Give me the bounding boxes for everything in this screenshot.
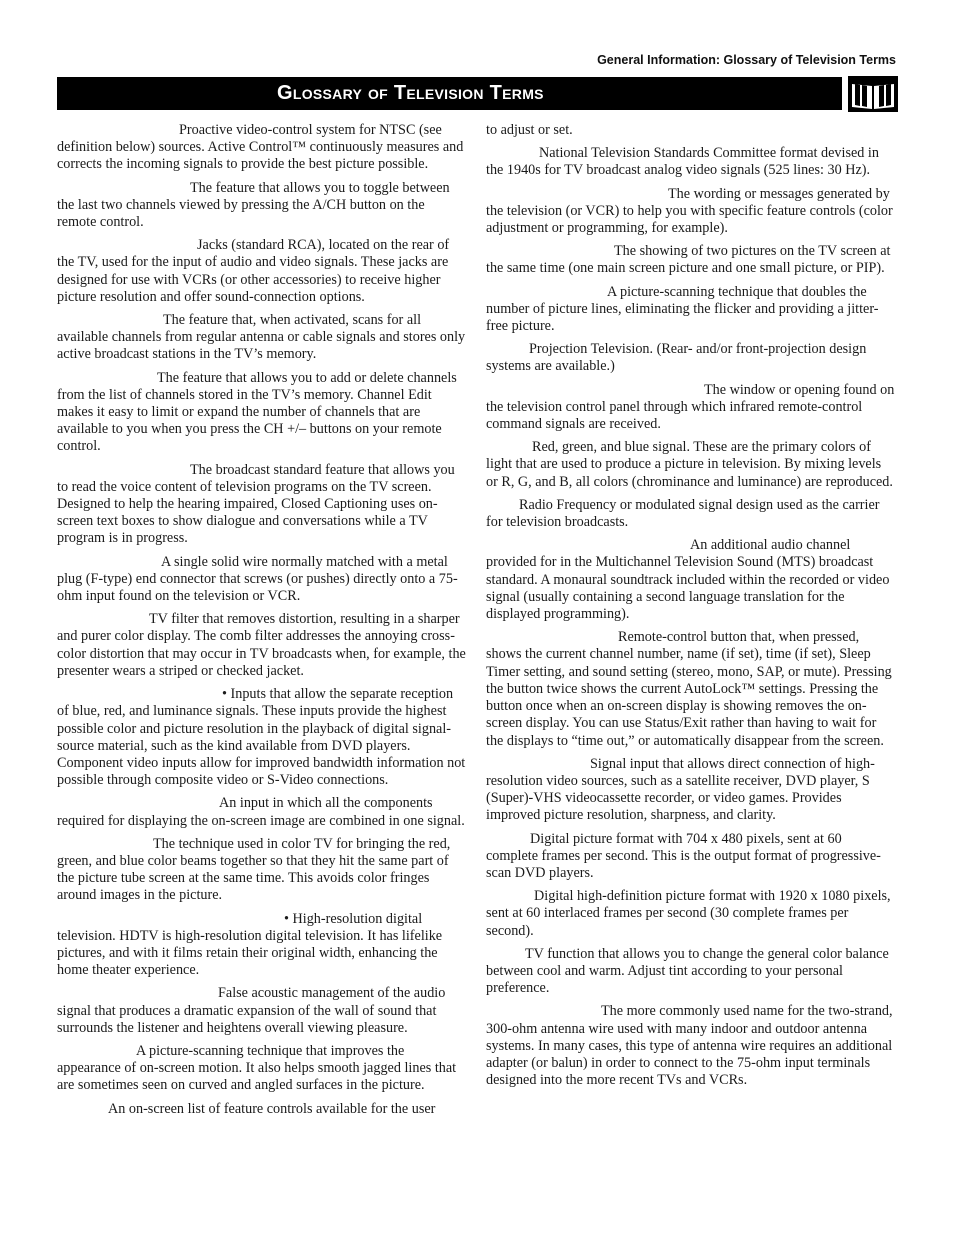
glossary-entry [486,145,896,179]
glossary-entry [57,911,466,980]
glossary-entry [57,836,466,905]
glossary-entry [57,1101,466,1118]
definition-text: An additional audio channel provided for in the Multichannel Television Sound (MTS) broadcast standard. A monaural soundtrack included within the recorded or video signal (usually containing a second language translation for the displayed programming). [486,537,890,623]
glossary-entry [57,370,466,456]
glossary-entry [486,439,896,491]
definition-text: Digital high-definition picture format with 1920 x 1080 pixels, sent at 60 interlaced frames per second (30 complete frames per second). [486,888,891,939]
glossary-entry [57,611,466,680]
definition-text: An on-screen list of feature controls available for the user [108,1100,436,1117]
title-bar [57,77,842,110]
definition-text: Digital picture format with 704 x 480 pixels, sent at 60 complete frames per second. This is the output format of progressive-scan DVD players. [486,830,881,881]
glossary-entry [486,629,896,749]
definition-text: • High-resolution digital television. HDTV is high-resolution digital television. It has lifelike pictures, and with it films retain their original width, enhancing the home theater experience. [57,910,443,979]
glossary-entry [486,186,896,238]
definition-text: The feature that, when activated, scans for all available channels from regular antenna or cable signals and stores only active broadcast stations in the TV’s memory. [57,312,466,363]
definition-text: Red, green, and blue signal. These are the primary colors of light that are used to produce a picture in television. By mixing levels or R, G, and B, all colors (chrominance and luminance) are reproduced. [486,439,893,490]
glossary-entry [57,795,466,829]
glossary-entry [57,554,466,606]
definition-text: A picture-scanning technique that improves the appearance of on-screen motion. It also helps smooth jagged lines that are sometimes seen on curved and angled surfaces in the picture. [57,1042,457,1094]
definition-text: Jacks (standard RCA), located on the rear of the TV, used for the input of audio and video signals. These jacks are designed for use with VCRs (or other accessories) to receive higher picture resolution and offer sound-connection options. [57,237,450,305]
definition-text: The showing of two pictures on the TV screen at the same time (one main screen picture and one small picture, or PIP). [486,243,891,277]
definition-text: The feature that allows you to toggle between the last two channels viewed by pressing the A/CH button on the remote control. [57,179,450,231]
definition-text: Radio Frequency or modulated signal design used as the carrier for television broadcasts. [486,496,880,531]
definition-text: A picture-scanning technique that doubles the number of picture lines, eliminating the flicker and providing a jitter-free picture. [486,283,879,335]
glossary-entry [486,341,896,375]
definition-text: The technique used in color TV for bringing the red, green, and blue color beams together so that they hit the same part of the picture tube screen at the same time. This avoids color fringes around images in the picture. [57,835,451,904]
glossary-entry [57,985,466,1037]
glossary-entry [57,1043,466,1095]
glossary-entry [486,888,896,940]
continued-text: to adjust or set. [486,122,573,138]
glossary-entry [57,686,466,789]
definition-text: National Television Standards Committee format devised in the 1940s for TV broadcast analog video signals (525 lines: 30 Hz). [486,145,879,179]
glossary-entry [486,382,896,434]
glossary-entry [57,237,466,306]
definition-text: False acoustic management of the audio signal that produces a dramatic expansion of the wall of sound that surrounds the listener and heightens overall viewing pleasure. [57,985,446,1036]
definition-text: The broadcast standard feature that allows you to read the voice content of television programs on the TV screen. Designed to help the hearing impaired, Closed Captioning uses on-screen text boxes to show dialogue and conversations while a TV program is in progress. [57,461,455,547]
open-book-icon [848,76,898,112]
glossary-entry [486,537,896,623]
glossary-entry [486,946,896,998]
glossary-entry [486,284,896,336]
definition-text: The window or opening found on the television control panel through which infrared remote-control command signals are received. [486,381,895,433]
glossary-entry [486,831,896,883]
glossary-entry [486,497,896,531]
definition-text: Proactive video-control system for NTSC (see definition below) sources. Active Control™ continuously measures and corrects the incoming signals to provide the best picture possible. [57,122,464,173]
definition-text: The feature that allows you to add or delete channels from the list of channels stored in the TV’s memory. Channel Edit makes it easy to limit or expand the number of channels that are available to you when you press the CH +/– buttons on your remote control. [57,369,457,455]
definition-text: Signal input that allows direct connection of high-resolution video sources, such as a satellite receiver, DVD player, S (Super)-VHS videocassette recorder, or video games. Provides improved picture resolution, sharpness, and clarity. [486,755,875,824]
glossary-entry [57,312,466,364]
glossary-entry [486,1003,896,1089]
definition-text: • Inputs that allow the separate reception of blue, red, and luminance signals. These inputs provide the highest possible color and picture resolution in the playback of digital signal-source material, such as the kind available from DVD players. Component video inputs allow for improved bandwidth information not possible through composite video or S-Video connections. [57,686,466,789]
glossary-left-column [57,122,466,1124]
glossary-entry [486,243,896,277]
definition-text: An input in which all the components required for displaying the on-screen image are combined in one signal. [57,795,465,829]
definition-text: A single solid wire normally matched with a metal plug (F-type) end connector that screws (or pushes) directly onto a 75-ohm input found on the television or VCR. [57,553,458,605]
page-title: Glossary of Television Terms [277,82,544,104]
definition-text: Remote-control button that, when pressed, shows the current channel number, name (if set), time (if set), Sleep Timer setting, and sound setting (stereo, mono, SAP, or mute). Pressing the button twice shows the current AutoLock™ settings. Pressing the button once when an on-screen display is showing removes the on-screen display. You can use Status/Exit rather than having to wait for the displays to “time out,” or automatically disappear from the screen. [486,629,892,749]
definition-text: Projection Television. (Rear- and/or front-projection design systems are available.) [486,341,867,375]
glossary-entry [57,462,466,548]
definition-text: TV filter that removes distortion, resulting in a sharper and purer color display. The comb filter addresses the annoying cross-color distortion that may occur in TV broadcasts when, for example, the presenter wears a striped or checked jacket. [57,611,466,679]
definition-text: TV function that allows you to change the general color balance between cool and warm. Adjust tint according to your personal preference. [486,945,889,997]
glossary-entry [57,180,466,232]
glossary-entry [57,122,466,174]
definition-text: The more commonly used name for the two-strand, 300-ohm antenna wire used with many indoor and outdoor antenna systems. In many cases, this type of antenna wire requires an additional adapter (or balun) in order to connect to the 75-ohm input terminals designed into the more recent TVs and VCRs. [486,1003,893,1089]
definition-text: The wording or messages generated by the television (or VCR) to help you with specific feature controls (color adjustment or programming, for example). [486,185,893,237]
glossary-entry [486,756,896,825]
glossary-right-column [486,122,896,1095]
running-head: General Information: Glossary of Television Terms [597,53,896,67]
